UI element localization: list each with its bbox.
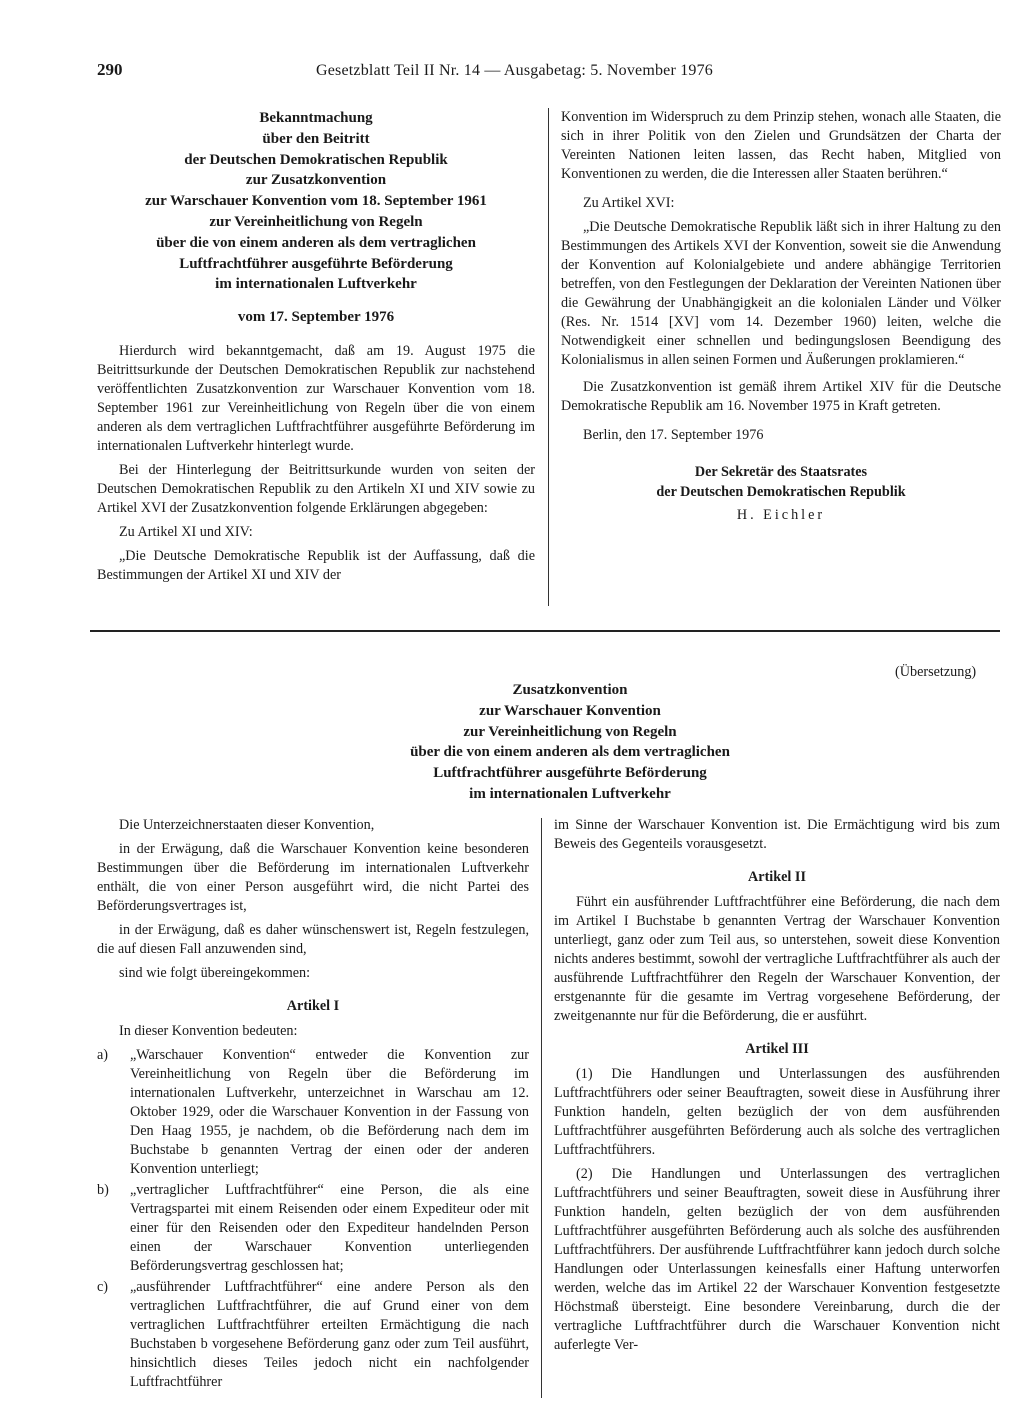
paragraph: Die Zusatzkonvention ist gemäß ihrem Artikel XIV für die Deutsche Demokratische Republik am 16. November 1975 in Kraft getreten. <box>561 379 1001 414</box>
title-line: zur Warschauer Konvention <box>479 702 661 719</box>
title-line: Bekanntmachung <box>259 110 373 126</box>
item-text: „vertraglicher Luftfrachtführer“ eine Person, die als eine Vertragspartei mit einem Reisenden oder einem Expediteur oder mit einer für den Reisenden oder den Expediteur handelnden Person einen der Warschauer Konvention unterliegenden Beförderungsvertrag geschlossen hat; <box>130 1182 529 1274</box>
declaration-quote: „Die Deutsche Demokratische Republik ist der Auffassung, daß die Bestimmungen der Artikel XI und XIV der <box>97 547 535 583</box>
article-text: Führt ein ausführender Luftfrachtführer eine Beförderung, die nach dem im Artikel I Buchstabe b genannten Vertrag der Warschauer Konvention unterliegt, ganz oder zum Teil aus, so unterstehen, soweit diese Konvention nichts anderes bestimmt, sowohl der vertragliche Luftfrachtführer als auch der ausführende Luftfrachtführer den Regeln der Warschauer Konvention, der erstgenannte für die gesamte im Vertrag vorgesehene Beförderung, der zweitgenannte nur für die Beförderung, die er ausführt. <box>554 894 1000 1024</box>
place-date: Berlin, den 17. September 1976 <box>583 427 764 443</box>
preamble-line: sind wie folgt übereingekommen: <box>119 965 311 981</box>
article-heading: Artikel III <box>745 1041 809 1057</box>
column-divider <box>548 108 549 606</box>
article-heading: Artikel I <box>286 998 340 1014</box>
signatory-name: H. Eichler <box>736 507 826 523</box>
title-line: zur Warschauer Konvention vom 18. September 1961 <box>145 193 487 210</box>
declaration-heading: Zu Artikel XI und XIV: <box>119 523 253 540</box>
title-line: der Deutschen Demokratischen Republik <box>184 151 448 168</box>
definition-item <box>97 1278 529 1392</box>
item-label: c) <box>97 1279 109 1295</box>
announcement-date: vom 17. September 1976 <box>237 309 395 326</box>
item-text: „ausführender Luftfrachtführer“ eine andere Person als den vertraglichen Luftfrachtführer, die auf Grund einer von dem vertraglichen Luftfrachtführer erteilten Ermächtigung die nach Buchstaben b vorgesehene Beförderung ganz oder zum Teil ausführt, hinsichtlich dieses Teiles jedoch nicht ein nachfolgender Luftfrachtführer <box>130 1279 529 1390</box>
title-line: über die von einem anderen als dem vertraglichen <box>156 234 476 251</box>
announcement-right-column <box>561 108 1001 525</box>
article-heading: Artikel II <box>748 869 806 885</box>
preamble-line: in der Erwägung, daß die Warschauer Konvention keine besonderen Bestimmungen über die Beförderung im internationalen Luftverkehr enthält, die von einer Person ausgeführt wird, die nicht Partei des Beförderungsvertrages ist, <box>97 841 529 914</box>
announcement-left-column <box>97 108 535 590</box>
preamble-line: Die Unterzeichnerstaaten dieser Konvention, <box>119 817 375 833</box>
title-line: über die von einem anderen als dem vertraglichen <box>410 744 730 761</box>
title-line: Zusatzkonvention <box>512 682 628 698</box>
item-label: a) <box>97 1047 109 1063</box>
convention-right-column <box>554 816 1000 1360</box>
title-line: im internationalen Luftverkehr <box>215 276 417 293</box>
article-paragraph: (1) Die Handlungen und Unterlassungen des ausführenden Luftfrachtführers oder seiner Beauftragten, soweit diese in Ausführung ihrer Funktion handeln, gelten bezüglich der von dem ausführenden Luftfrachtführer ausgeführten Beförderung auch als solche des vertraglichen Luftfrachtführers. <box>554 1066 1000 1158</box>
title-line: Luftfrachtführer ausgeführte Beförderung <box>433 765 707 782</box>
title-line: im internationalen Luftverkehr <box>469 785 671 802</box>
signatory-title: der Deutschen Demokratischen Republik <box>656 484 906 500</box>
paragraph: Hierdurch wird bekanntgemacht, daß am 19. August 1975 die Beitrittsurkunde der Deutschen Demokratischen Republik zur nachstehend veröffentlichten Zusatzkonvention zur Warschauer Konvention vom 18. September 1961 zur Vereinheitlichung von Regeln über die von einem anderen als dem vertraglichen Luftfrachtführer ausgeführte Beförderung im internationalen Luftverkehr hinterlegt wurde. <box>97 342 535 454</box>
definition-item <box>97 1046 529 1179</box>
title-line: zur Vereinheitlichung von Regeln <box>209 213 423 230</box>
declaration-heading: Zu Artikel XVI: <box>583 195 675 211</box>
title-line: Luftfrachtführer ausgeführte Beförderung <box>179 255 453 272</box>
announcement-title <box>97 108 535 328</box>
column-divider <box>541 818 542 1398</box>
section-divider <box>90 630 1000 632</box>
article-paragraph: (2) Die Handlungen und Unterlassungen des vertraglichen Luftfrachtführers und seiner Beauftragten, soweit diese in Ausführung ihrer Funktion handeln, gelten bezüglich der von dem ausführenden Luftfrachtführer ausgeführten Beförderung auch als solche des ausführenden Luftfrachtführers. Der ausführende Luftfrachtführer kann jedoch durch solche Handlungen oder Unterlassungen keinesfalls einer Haftung unterworfen werden, welche das im Artikel 22 der Warschauer Konvention festgesetzte Höchstmaß übersteigt. Eine besondere Vereinbarung, durch die der vertragliche Luftfrachtführer durch die Warschauer Konvention nicht auferlegte Ver- <box>554 1166 1000 1353</box>
page-number: 290 <box>97 60 123 79</box>
item-text: „Warschauer Konvention“ entweder die Konvention zur Vereinheitlichung von Regeln über die Beförderung im internationalen Luftverkehr, unterzeichnet in Warschau am 12. Oktober 1929, oder die Warschauer Konvention in der Fassung von Den Haag 1955, je nachdem, ob die Beförderung nach dem im Buchstabe b genannten Vertrag der einen oder der anderen Konvention unterliegt; <box>130 1047 529 1177</box>
definition-item <box>97 1181 529 1276</box>
item-label: b) <box>97 1182 109 1198</box>
translation-note: (Übersetzung) <box>895 664 977 680</box>
title-line: über den Beitritt <box>262 130 370 147</box>
convention-title <box>300 680 840 805</box>
preamble-line: in der Erwägung, daß es daher wünschenswert ist, Regeln festzulegen, die auf diesen Fall anzuwenden sind, <box>97 922 529 957</box>
paragraph: Bei der Hinterlegung der Beitrittsurkunde wurden von seiten der Deutschen Demokratischen Republik zu den Artikeln XI und XIV sowie zu Artikel XVI der Zusatzkonvention folgende Erklärungen abgegeben: <box>97 461 535 516</box>
signatory-title: Der Sekretär des Staatsrates <box>694 464 868 480</box>
convention-left-column <box>97 816 529 1394</box>
article-continuation: im Sinne der Warschauer Konvention ist. Die Ermächtigung wird bis zum Beweis des Gegenteils vorausgesetzt. <box>554 817 1000 852</box>
title-line: zur Vereinheitlichung von Regeln <box>463 723 677 740</box>
running-title: Gesetzblatt Teil II Nr. 14 — Ausgabetag: 5. November 1976 <box>316 62 714 79</box>
title-line: zur Zusatzkonvention <box>245 172 387 189</box>
declaration-quote: „Die Deutsche Demokratische Republik läßt sich in ihrer Haltung zu den Bestimmungen des Artikels XVI der Konvention, soweit sie die Anwendung der Konvention auf Kolonialgebiete und andere abhängige Territorien betreffen, von den Festlegungen der Deklaration der Vereinten Nationen über die Gewährung der Unabhängigkeit an die kolonialen Länder und Völker (Res. Nr. 1514 [XV] vom 14. Dezember 1960) leiten, welche die Notwendigkeit einer schnellen und bedingungslosen Beendigung des Kolonialismus in allen seinen Formen und Äußerungen proklamieren.“ <box>561 219 1001 368</box>
article-intro: In dieser Konvention bedeuten: <box>119 1023 298 1039</box>
declaration-quote-continued: Konvention im Widerspruch zu dem Prinzip stehen, wonach alle Staaten, die sich in ihrer Politik von den Zielen und Grundsätzen der Charta der Vereinten Nationen leiten lassen, das Recht haben, Mitglied von Konventionen zu werden, die die Interessen aller Staaten berühren.“ <box>561 109 1001 182</box>
